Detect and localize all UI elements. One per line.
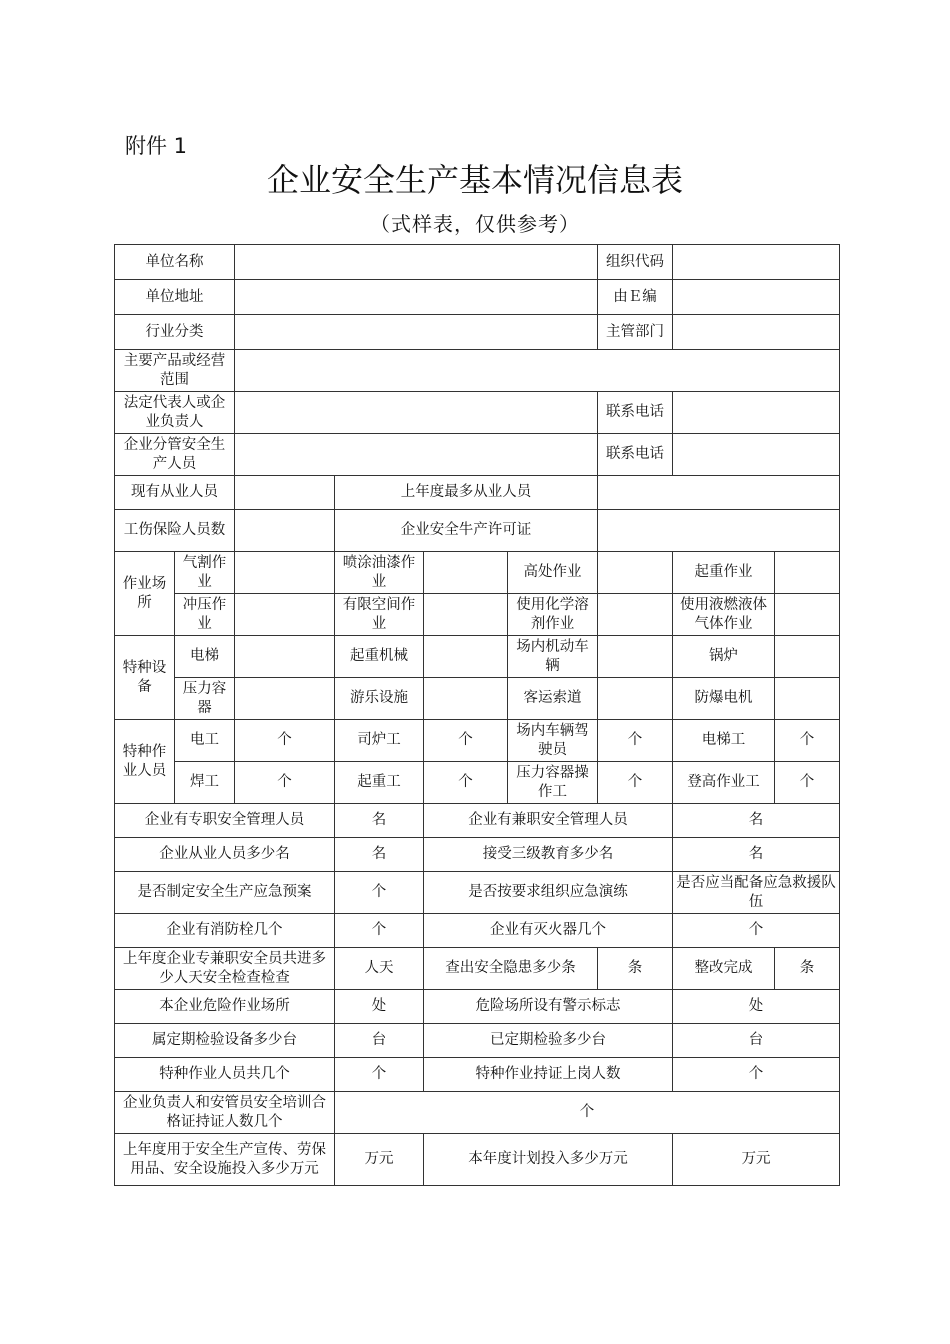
workplace-group-label: 作业场所 xyxy=(115,552,175,636)
boiler-worker-label: 司炉工 xyxy=(335,720,424,762)
danger-sites-field[interactable]: 处 xyxy=(335,990,424,1024)
phone-field-2[interactable] xyxy=(673,434,840,476)
supervisor-dept-field[interactable] xyxy=(673,315,840,350)
hydrants-field[interactable]: 个 xyxy=(335,914,424,948)
attachment-label: 附件 1 xyxy=(125,134,188,158)
explosion-proof-label: 防爆电机 xyxy=(673,678,775,720)
amusement-field[interactable] xyxy=(424,678,508,720)
investment-last-year-field[interactable]: 万元 xyxy=(335,1134,424,1186)
hydrants-label: 企业有消防栓几个 xyxy=(115,914,335,948)
safety-manager-label: 企业分管安全生产人员 xyxy=(115,434,235,476)
explosion-proof-field[interactable] xyxy=(775,678,840,720)
chem-solvent-label: 使用化学溶剂作业 xyxy=(508,594,598,636)
boiler-worker-count[interactable]: 个 xyxy=(424,720,508,762)
certified-on-post-field[interactable]: 个 xyxy=(673,1058,840,1092)
fulltime-mgr-field[interactable]: 名 xyxy=(335,804,424,838)
hazards-found-label: 查出安全隐患多少条 xyxy=(424,948,598,990)
inspection-days-label: 上年度企业专兼职安全员共进多少人天安全检查检查 xyxy=(115,948,335,990)
current-staff-field[interactable] xyxy=(235,476,335,510)
unit-address-field[interactable] xyxy=(235,280,598,315)
vessel-operator-label: 压力容器操作工 xyxy=(508,762,598,804)
emergency-drill-label: 是否按要求组织应急演练 xyxy=(424,872,673,914)
liquid-gas-fuel-field[interactable] xyxy=(775,594,840,636)
equipment-group-label: 特种设备 xyxy=(115,636,175,720)
warning-signs-field[interactable]: 处 xyxy=(673,990,840,1024)
inspection-days-field[interactable]: 人天 xyxy=(335,948,424,990)
boiler-field[interactable] xyxy=(775,636,840,678)
in-site-vehicle-field[interactable] xyxy=(598,636,673,678)
org-code-label: 组织代码 xyxy=(598,245,673,280)
vessel-operator-count[interactable]: 个 xyxy=(598,762,673,804)
extinguishers-label: 企业有灭火器几个 xyxy=(424,914,673,948)
spray-paint-label: 喷涂油漆作业 xyxy=(335,552,424,594)
org-code-field[interactable] xyxy=(673,245,840,280)
special-workers-group-label: 特种作业人员 xyxy=(115,720,175,804)
investment-plan-field[interactable]: 万元 xyxy=(673,1134,840,1186)
postcode-field[interactable] xyxy=(673,280,840,315)
investment-last-year-label: 上年度用于安全生产宣传、劳保用品、安全设施投入多少万元 xyxy=(115,1134,335,1186)
warning-signs-label: 危险场所设有警示标志 xyxy=(424,990,673,1024)
vehicle-driver-count[interactable]: 个 xyxy=(598,720,673,762)
liquid-gas-fuel-label: 使用液燃液体气体作业 xyxy=(673,594,775,636)
stamping-field[interactable] xyxy=(235,594,335,636)
three-level-edu-field[interactable]: 名 xyxy=(673,838,840,872)
crane-label: 起重机械 xyxy=(335,636,424,678)
ropeway-field[interactable] xyxy=(598,678,673,720)
crane-worker-count[interactable]: 个 xyxy=(424,762,508,804)
injury-insured-field[interactable] xyxy=(235,510,335,552)
phone-label-1: 联系电话 xyxy=(598,392,673,434)
safety-manager-field[interactable] xyxy=(235,434,598,476)
unit-address-label: 单位地址 xyxy=(115,280,235,315)
trained-certified-label: 企业负责人和安管员安全培训合格证持证人数几个 xyxy=(115,1092,335,1134)
special-total-label: 特种作业人员共几个 xyxy=(115,1058,335,1092)
trained-certified-field[interactable]: 个 xyxy=(335,1092,840,1134)
pressure-vessel-label: 压力容器 xyxy=(175,678,235,720)
hazards-found-field[interactable]: 条 xyxy=(598,948,673,990)
main-products-label: 主要产品或经营范围 xyxy=(115,350,235,392)
parttime-mgr-label: 企业有兼职安全管理人员 xyxy=(424,804,673,838)
boiler-label: 锅炉 xyxy=(673,636,775,678)
emergency-plan-field[interactable]: 个 xyxy=(335,872,424,914)
extinguishers-field[interactable]: 个 xyxy=(673,914,840,948)
inspected-label: 已定期检验多少台 xyxy=(424,1024,673,1058)
lifting-work-field[interactable] xyxy=(775,552,840,594)
phone-field-1[interactable] xyxy=(673,392,840,434)
crane-field[interactable] xyxy=(424,636,508,678)
periodic-equip-label: 属定期检验设备多少台 xyxy=(115,1024,335,1058)
ropeway-label: 客运索道 xyxy=(508,678,598,720)
in-site-vehicle-label: 场内机动车辆 xyxy=(508,636,598,678)
page-title: 企业安全生产基本情况信息表 xyxy=(266,161,683,199)
welder-count[interactable]: 个 xyxy=(235,762,335,804)
confined-space-field[interactable] xyxy=(424,594,508,636)
amusement-label: 游乐设施 xyxy=(335,678,424,720)
industry-field[interactable] xyxy=(235,315,598,350)
staff-count-field[interactable]: 名 xyxy=(335,838,424,872)
page-subtitle: （式样表，仅供参考） xyxy=(370,212,580,236)
spray-paint-field[interactable] xyxy=(424,552,508,594)
welder-label: 焊工 xyxy=(175,762,235,804)
chem-solvent-field[interactable] xyxy=(598,594,673,636)
max-staff-label: 上年度最多从业人员 xyxy=(335,476,598,510)
unit-name-field[interactable] xyxy=(235,245,598,280)
gas-cutting-field[interactable] xyxy=(235,552,335,594)
investment-plan-label: 本年度计划投入多少万元 xyxy=(424,1134,673,1186)
safety-license-field[interactable] xyxy=(598,510,840,552)
elevator-field[interactable] xyxy=(235,636,335,678)
elevator-worker-count[interactable]: 个 xyxy=(775,720,840,762)
confined-space-label: 有限空间作业 xyxy=(335,594,424,636)
unit-name-label: 单位名称 xyxy=(115,245,235,280)
height-worker-count[interactable]: 个 xyxy=(775,762,840,804)
postcode-label: 由Ｅ编 xyxy=(598,280,673,315)
fulltime-mgr-label: 企业有专职安全管理人员 xyxy=(115,804,335,838)
height-worker-label: 登高作业工 xyxy=(673,762,775,804)
height-work-label: 高处作业 xyxy=(508,552,598,594)
legal-rep-label: 法定代表人或企业负责人 xyxy=(115,392,235,434)
inspected-field[interactable]: 台 xyxy=(673,1024,840,1058)
stamping-label: 冲压作业 xyxy=(175,594,235,636)
elevator-worker-label: 电梯工 xyxy=(673,720,775,762)
electrician-count[interactable]: 个 xyxy=(235,720,335,762)
lifting-work-label: 起重作业 xyxy=(673,552,775,594)
safety-license-label: 企业安全牛产许可证 xyxy=(335,510,598,552)
industry-label: 行业分类 xyxy=(115,315,235,350)
height-work-field[interactable] xyxy=(598,552,673,594)
certified-on-post-label: 特种作业持证上岗人数 xyxy=(424,1058,673,1092)
special-total-field[interactable]: 个 xyxy=(335,1058,424,1092)
info-form-table xyxy=(114,244,840,1186)
emergency-plan-label: 是否制定安全生产应急预案 xyxy=(115,872,335,914)
vehicle-driver-label: 场内车辆驾驶员 xyxy=(508,720,598,762)
rectified-label: 整改完成 xyxy=(673,948,775,990)
current-staff-label: 现有从业人员 xyxy=(115,476,235,510)
staff-count-label: 企业从业人员多少名 xyxy=(115,838,335,872)
elevator-label: 电梯 xyxy=(175,636,235,678)
danger-sites-label: 本企业危险作业场所 xyxy=(115,990,335,1024)
rescue-team-label: 是否应当配备应急救援队伍 xyxy=(673,872,840,914)
rectified-field[interactable]: 条 xyxy=(775,948,840,990)
supervisor-dept-label: 主管部门 xyxy=(598,315,673,350)
phone-label-2: 联系电话 xyxy=(598,434,673,476)
electrician-label: 电工 xyxy=(175,720,235,762)
crane-worker-label: 起重工 xyxy=(335,762,424,804)
periodic-equip-field[interactable]: 台 xyxy=(335,1024,424,1058)
legal-rep-field[interactable] xyxy=(235,392,598,434)
main-products-field[interactable] xyxy=(235,350,840,392)
three-level-edu-label: 接受三级教育多少名 xyxy=(424,838,673,872)
parttime-mgr-field[interactable]: 名 xyxy=(673,804,840,838)
pressure-vessel-field[interactable] xyxy=(235,678,335,720)
max-staff-field[interactable] xyxy=(598,476,840,510)
injury-insured-label: 工伤保险人员数 xyxy=(115,510,235,552)
gas-cutting-label: 气割作业 xyxy=(175,552,235,594)
